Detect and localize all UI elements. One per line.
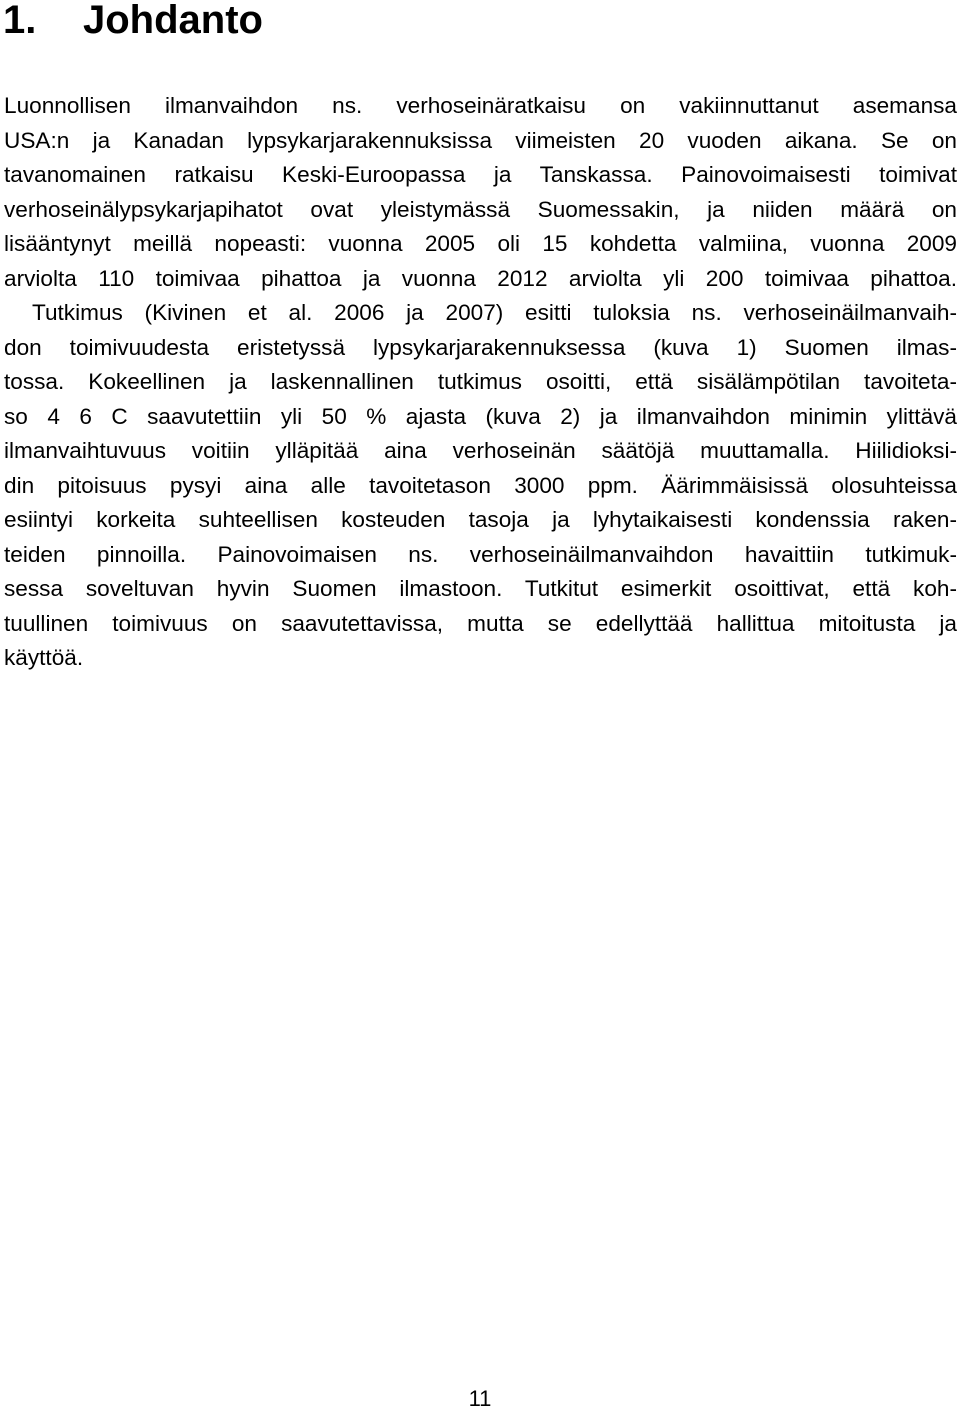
paragraph-line: teiden pinnoilla. Painovoimaisen ns. verhoseinäilmanvaihdon havaittiin tutkimuk- xyxy=(4,541,957,567)
paragraph-line: Tutkimus (Kivinen et al. 2006 ja 2007) esitti tuloksia ns. verhoseinäilmanvaih- xyxy=(32,300,957,325)
section-number: 1. xyxy=(3,0,37,42)
paragraph-line: USA:n ja Kanadan lypsykarjarakennuksissa viimeisten 20 vuoden aikana. Se on xyxy=(4,127,957,153)
section-heading xyxy=(3,0,263,46)
paragraph-line: so 4 6 C saavutettiin yli 50 % ajasta (kuva 2) ja ilmanvaihdon minimin ylittävä xyxy=(4,403,957,429)
paragraph-line: sessa soveltuvan hyvin Suomen ilmastoon. Tutkitut esimerkit osoittivat, että koh- xyxy=(4,576,957,601)
paragraph-line: don toimivuudesta eristetyssä lypsykarjarakennuksessa (kuva 1) Suomen ilmas- xyxy=(4,334,957,360)
paragraph-line: käyttöä. xyxy=(4,645,84,670)
paragraph-line: esiintyi korkeita suhteellisen kosteuden tasoja ja lyhytaikaisesti kondenssia raken- xyxy=(4,507,957,532)
paragraph-line: din pitoisuus pysyi aina alle tavoitetason 3000 ppm. Äärimmäisissä olosuhteissa xyxy=(4,472,957,498)
paragraph-line: verhoseinälypsykarjapihatot ovat yleistymässä Suomessakin, ja niiden määrä on xyxy=(4,196,957,222)
paragraph-line: tavanomainen ratkaisu Keski-Euroopassa ja Tanskassa. Painovoimaisesti toimivat xyxy=(4,162,957,187)
body-paragraph xyxy=(4,89,957,676)
paragraph-line: tuullinen toimivuus on saavutettavissa, mutta se edellyttää hallittua mitoitusta ja xyxy=(4,610,957,636)
paragraph-line: ilmanvaihtuvuus voitiin ylläpitää aina verhoseinän säätöjä muuttamalla. Hiilidioksi- xyxy=(4,438,957,463)
section-title: Johdanto xyxy=(83,0,263,42)
paragraph-line: tossa. Kokeellinen ja laskennallinen tutkimus osoitti, että sisälämpötilan tavoiteta- xyxy=(4,369,957,394)
page-number: 11 xyxy=(468,1386,492,1411)
paragraph-line: arviolta 110 toimivaa pihattoa ja vuonna 2012 arviolta yli 200 toimivaa pihattoa. xyxy=(4,265,957,291)
paragraph-line: lisääntynyt meillä nopeasti: vuonna 2005 oli 15 kohdetta valmiina, vuonna 2009 xyxy=(4,231,957,256)
paragraph-line: Luonnollisen ilmanvaihdon ns. verhoseinäratkaisu on vakiinnuttanut asemansa xyxy=(4,93,957,118)
